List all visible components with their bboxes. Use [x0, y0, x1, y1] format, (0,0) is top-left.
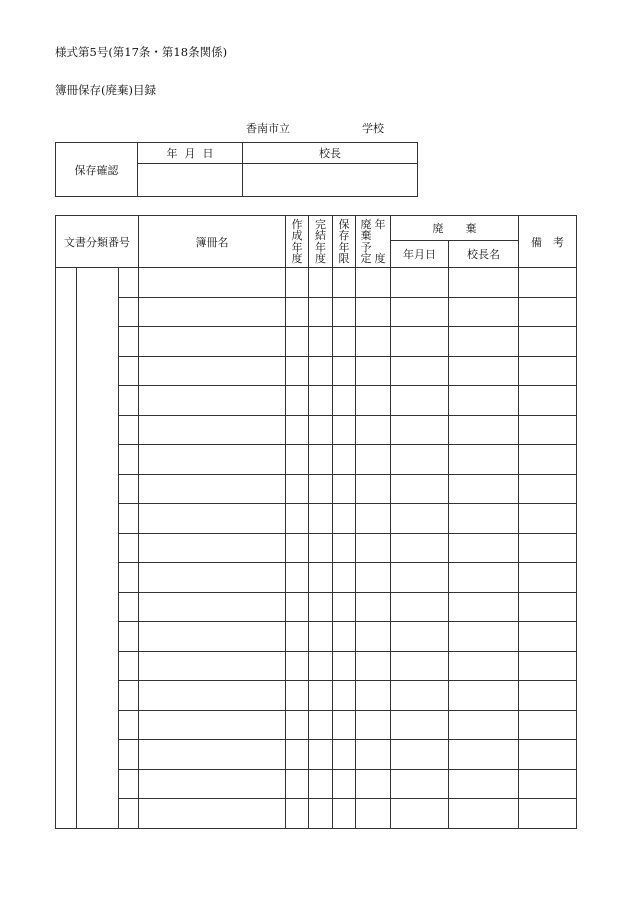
- col-header-disposal: 廃 棄: [391, 216, 519, 241]
- table-row: [56, 681, 577, 711]
- disposal-date-cell[interactable]: [391, 799, 449, 829]
- title-cell[interactable]: [139, 474, 286, 504]
- table-row: [56, 533, 577, 563]
- header-char: [378, 230, 382, 242]
- remarks-cell[interactable]: [519, 327, 577, 357]
- completed-year-cell[interactable]: [309, 474, 333, 504]
- disposal-date-cell[interactable]: [391, 651, 449, 681]
- disposal-plan-cell[interactable]: [356, 681, 391, 711]
- disposal-plan-cell[interactable]: [356, 710, 391, 740]
- disposal-plan-cell[interactable]: [356, 268, 391, 298]
- confirmation-principal-header: 校長: [243, 143, 418, 164]
- completed-year-cell[interactable]: [309, 769, 333, 799]
- completed-year-cell[interactable]: [309, 563, 333, 593]
- disposal-principal-cell[interactable]: [449, 268, 519, 298]
- created-year-cell[interactable]: [286, 740, 309, 770]
- disposal-plan-cell[interactable]: [356, 415, 391, 445]
- disposal-principal-cell[interactable]: [449, 622, 519, 652]
- title-cell[interactable]: [139, 740, 286, 770]
- title-cell[interactable]: [139, 563, 286, 593]
- retention-cell[interactable]: [333, 415, 356, 445]
- created-year-cell[interactable]: [286, 504, 309, 534]
- table-row: [56, 445, 577, 475]
- table-row: [56, 740, 577, 770]
- disposal-date-cell[interactable]: [391, 415, 449, 445]
- school-city-label: 香南市立: [246, 122, 290, 135]
- disposal-plan-cell[interactable]: [356, 622, 391, 652]
- header-char: 年: [374, 217, 386, 231]
- created-year-cell[interactable]: [286, 297, 309, 327]
- remarks-cell[interactable]: [519, 268, 577, 298]
- disposal-plan-cell[interactable]: [356, 799, 391, 829]
- col-header-created-year: [286, 216, 309, 268]
- created-year-cell[interactable]: [286, 386, 309, 416]
- completed-year-cell[interactable]: [309, 622, 333, 652]
- completed-year-cell[interactable]: [309, 592, 333, 622]
- retention-cell[interactable]: [333, 268, 356, 298]
- title-cell[interactable]: [139, 356, 286, 386]
- remarks-cell[interactable]: [519, 799, 577, 829]
- completed-year-cell[interactable]: [309, 799, 333, 829]
- disposal-date-cell[interactable]: [391, 268, 449, 298]
- retention-cell[interactable]: [333, 740, 356, 770]
- created-year-cell[interactable]: [286, 651, 309, 681]
- retention-cell[interactable]: [333, 327, 356, 357]
- retention-cell[interactable]: [333, 474, 356, 504]
- disposal-principal-cell[interactable]: [449, 297, 519, 327]
- created-year-cell[interactable]: [286, 268, 309, 298]
- completed-year-cell[interactable]: [309, 386, 333, 416]
- remarks-cell[interactable]: [519, 681, 577, 711]
- retention-cell[interactable]: [333, 799, 356, 829]
- retention-cell[interactable]: [333, 386, 356, 416]
- disposal-date-cell[interactable]: [391, 681, 449, 711]
- completed-year-cell[interactable]: [309, 533, 333, 563]
- disposal-plan-cell[interactable]: [356, 533, 391, 563]
- disposal-principal-cell[interactable]: [449, 651, 519, 681]
- disposal-date-cell[interactable]: [391, 445, 449, 475]
- col-header-title: 簿冊名: [139, 216, 286, 268]
- classification-minor-cell[interactable]: [119, 327, 139, 357]
- remarks-cell[interactable]: [519, 356, 577, 386]
- created-year-cell[interactable]: [286, 799, 309, 829]
- disposal-principal-cell[interactable]: [449, 710, 519, 740]
- title-cell[interactable]: [139, 710, 286, 740]
- disposal-plan-cell[interactable]: [356, 651, 391, 681]
- remarks-cell[interactable]: [519, 504, 577, 534]
- remarks-cell[interactable]: [519, 592, 577, 622]
- classification-minor-cell[interactable]: [119, 563, 139, 593]
- col-header-remarks: 備 考: [519, 216, 577, 268]
- title-cell[interactable]: [139, 327, 286, 357]
- classification-minor-cell[interactable]: [119, 415, 139, 445]
- classification-minor-cell[interactable]: [119, 710, 139, 740]
- confirmation-box: [55, 142, 418, 197]
- disposal-plan-cell[interactable]: [356, 327, 391, 357]
- table-row: [56, 563, 577, 593]
- title-cell[interactable]: [139, 297, 286, 327]
- header-char: 保: [338, 217, 350, 231]
- remarks-cell[interactable]: [519, 445, 577, 475]
- col-header-disposal-principal: 校長名: [449, 241, 519, 268]
- retention-cell[interactable]: [333, 622, 356, 652]
- header-char: 成: [291, 229, 303, 242]
- classification-minor-cell[interactable]: [119, 297, 139, 327]
- disposal-plan-cell[interactable]: [356, 474, 391, 504]
- created-year-cell[interactable]: [286, 533, 309, 563]
- disposal-date-cell[interactable]: [391, 592, 449, 622]
- created-year-cell[interactable]: [286, 356, 309, 386]
- retention-cell[interactable]: [333, 710, 356, 740]
- completed-year-cell[interactable]: [309, 504, 333, 534]
- header-char: 年: [291, 240, 303, 254]
- header-char: 作: [291, 217, 303, 231]
- created-year-cell[interactable]: [286, 474, 309, 504]
- disposal-principal-cell[interactable]: [449, 563, 519, 593]
- title-cell[interactable]: [139, 651, 286, 681]
- completed-year-cell[interactable]: [309, 297, 333, 327]
- disposal-date-cell[interactable]: [391, 563, 449, 593]
- title-cell[interactable]: [139, 445, 286, 475]
- classification-minor-cell[interactable]: [119, 681, 139, 711]
- classification-minor-cell[interactable]: [119, 356, 139, 386]
- retention-cell[interactable]: [333, 297, 356, 327]
- completed-year-cell[interactable]: [309, 651, 333, 681]
- form-number: 様式第5号(第17条・第18条関係): [55, 45, 228, 59]
- disposal-plan-cell[interactable]: [356, 563, 391, 593]
- table-row: [56, 769, 577, 799]
- disposal-date-cell[interactable]: [391, 710, 449, 740]
- confirmation-date-header: 年 月 日: [138, 143, 243, 164]
- header-char: 度: [374, 252, 386, 265]
- created-year-cell[interactable]: [286, 445, 309, 475]
- completed-year-cell[interactable]: [309, 445, 333, 475]
- disposal-plan-cell[interactable]: [356, 592, 391, 622]
- classification-minor-cell[interactable]: [119, 622, 139, 652]
- disposal-principal-cell[interactable]: [449, 740, 519, 770]
- title-cell[interactable]: [139, 533, 286, 563]
- classification-minor-cell[interactable]: [119, 651, 139, 681]
- retention-cell[interactable]: [333, 504, 356, 534]
- classification-minor-cell[interactable]: [119, 769, 139, 799]
- remarks-cell[interactable]: [519, 622, 577, 652]
- table-row: [56, 327, 577, 357]
- school-suffix-label: 学校: [362, 122, 384, 135]
- disposal-date-cell[interactable]: [391, 622, 449, 652]
- completed-year-cell[interactable]: [309, 681, 333, 711]
- table-row: [56, 356, 577, 386]
- created-year-cell[interactable]: [286, 710, 309, 740]
- header-char: 年: [338, 240, 350, 254]
- col-header-disposal-plan: [356, 216, 391, 268]
- header-char: 棄: [360, 229, 372, 242]
- remarks-cell[interactable]: [519, 563, 577, 593]
- created-year-cell[interactable]: [286, 681, 309, 711]
- classification-minor-cell[interactable]: [119, 592, 139, 622]
- table-row: [56, 592, 577, 622]
- created-year-cell[interactable]: [286, 327, 309, 357]
- classification-minor-cell[interactable]: [119, 445, 139, 475]
- title-cell[interactable]: [139, 592, 286, 622]
- table-row: [56, 474, 577, 504]
- disposal-plan-cell[interactable]: [356, 740, 391, 770]
- remarks-cell[interactable]: [519, 769, 577, 799]
- title-cell[interactable]: [139, 681, 286, 711]
- created-year-cell[interactable]: [286, 563, 309, 593]
- title-cell[interactable]: [139, 504, 286, 534]
- disposal-plan-cell[interactable]: [356, 386, 391, 416]
- classification-minor-cell[interactable]: [119, 799, 139, 829]
- col-header-classification: 文書分類番号: [56, 216, 139, 268]
- header-char: 完: [315, 217, 327, 231]
- disposal-principal-cell[interactable]: [449, 386, 519, 416]
- retention-cell[interactable]: [333, 769, 356, 799]
- header-char: 廃: [360, 217, 372, 231]
- title-cell[interactable]: [139, 386, 286, 416]
- disposal-principal-cell[interactable]: [449, 681, 519, 711]
- completed-year-cell[interactable]: [309, 327, 333, 357]
- disposal-date-cell[interactable]: [391, 327, 449, 357]
- retention-cell[interactable]: [333, 592, 356, 622]
- disposal-principal-cell[interactable]: [449, 533, 519, 563]
- completed-year-cell[interactable]: [309, 356, 333, 386]
- remarks-cell[interactable]: [519, 474, 577, 504]
- retention-cell[interactable]: [333, 356, 356, 386]
- table-row: [56, 415, 577, 445]
- classification-minor-cell[interactable]: [119, 474, 139, 504]
- remarks-cell[interactable]: [519, 415, 577, 445]
- header-char: 限: [338, 252, 350, 265]
- table-row: [56, 622, 577, 652]
- disposal-principal-cell[interactable]: [449, 799, 519, 829]
- created-year-cell[interactable]: [286, 622, 309, 652]
- disposal-date-cell[interactable]: [391, 504, 449, 534]
- disposal-date-cell[interactable]: [391, 297, 449, 327]
- disposal-date-cell[interactable]: [391, 474, 449, 504]
- retention-cell[interactable]: [333, 445, 356, 475]
- disposal-principal-cell[interactable]: [449, 769, 519, 799]
- disposal-date-cell[interactable]: [391, 769, 449, 799]
- disposal-date-cell[interactable]: [391, 356, 449, 386]
- header-char: 定: [360, 252, 372, 265]
- table-row: [56, 268, 577, 298]
- remarks-cell[interactable]: [519, 651, 577, 681]
- disposal-principal-cell[interactable]: [449, 592, 519, 622]
- col-header-disposal-date: 年月日: [391, 241, 449, 268]
- disposal-plan-cell[interactable]: [356, 297, 391, 327]
- remarks-cell[interactable]: [519, 533, 577, 563]
- header-char: 存: [338, 229, 350, 242]
- title-cell[interactable]: [139, 415, 286, 445]
- classification-minor-cell[interactable]: [119, 504, 139, 534]
- confirmation-principal-field[interactable]: [243, 164, 418, 197]
- disposal-date-cell[interactable]: [391, 386, 449, 416]
- classification-major-cell[interactable]: [56, 268, 77, 829]
- confirmation-label: 保存確認: [56, 143, 138, 197]
- header-char: 予: [360, 240, 372, 254]
- table-row: [56, 504, 577, 534]
- disposal-principal-cell[interactable]: [449, 356, 519, 386]
- completed-year-cell[interactable]: [309, 740, 333, 770]
- title-cell[interactable]: [139, 268, 286, 298]
- header-char: 度: [315, 252, 327, 265]
- created-year-cell[interactable]: [286, 769, 309, 799]
- title-cell[interactable]: [139, 769, 286, 799]
- classification-minor-cell[interactable]: [119, 533, 139, 563]
- table-row: [56, 297, 577, 327]
- disposal-date-cell[interactable]: [391, 533, 449, 563]
- disposal-principal-cell[interactable]: [449, 415, 519, 445]
- disposal-principal-cell[interactable]: [449, 327, 519, 357]
- disposal-plan-cell[interactable]: [356, 504, 391, 534]
- completed-year-cell[interactable]: [309, 415, 333, 445]
- header-char: 年: [315, 240, 327, 254]
- retention-cell[interactable]: [333, 681, 356, 711]
- classification-middle-cell[interactable]: [77, 268, 119, 829]
- created-year-cell[interactable]: [286, 592, 309, 622]
- retention-cell[interactable]: [333, 651, 356, 681]
- completed-year-cell[interactable]: [309, 268, 333, 298]
- disposal-principal-cell[interactable]: [449, 474, 519, 504]
- created-year-cell[interactable]: [286, 415, 309, 445]
- disposal-principal-cell[interactable]: [449, 445, 519, 475]
- header-char: 度: [291, 252, 303, 265]
- register-table: [55, 215, 577, 829]
- retention-cell[interactable]: [333, 533, 356, 563]
- title-cell[interactable]: [139, 799, 286, 829]
- title-cell[interactable]: [139, 622, 286, 652]
- remarks-cell[interactable]: [519, 740, 577, 770]
- col-header-retention: [333, 216, 356, 268]
- classification-minor-cell[interactable]: [119, 268, 139, 298]
- table-row: [56, 710, 577, 740]
- remarks-cell[interactable]: [519, 297, 577, 327]
- completed-year-cell[interactable]: [309, 710, 333, 740]
- confirmation-date-field[interactable]: [138, 164, 243, 197]
- table-row: [56, 651, 577, 681]
- col-header-completed-year: [309, 216, 333, 268]
- disposal-date-cell[interactable]: [391, 740, 449, 770]
- document-title: 簿冊保存(廃棄)目録: [55, 83, 156, 97]
- disposal-plan-cell[interactable]: [356, 445, 391, 475]
- disposal-principal-cell[interactable]: [449, 504, 519, 534]
- table-row: [56, 799, 577, 829]
- remarks-cell[interactable]: [519, 386, 577, 416]
- disposal-plan-cell[interactable]: [356, 769, 391, 799]
- retention-cell[interactable]: [333, 563, 356, 593]
- classification-minor-cell[interactable]: [119, 740, 139, 770]
- remarks-cell[interactable]: [519, 710, 577, 740]
- classification-minor-cell[interactable]: [119, 386, 139, 416]
- header-char: 結: [315, 229, 327, 242]
- disposal-plan-cell[interactable]: [356, 356, 391, 386]
- table-row: [56, 386, 577, 416]
